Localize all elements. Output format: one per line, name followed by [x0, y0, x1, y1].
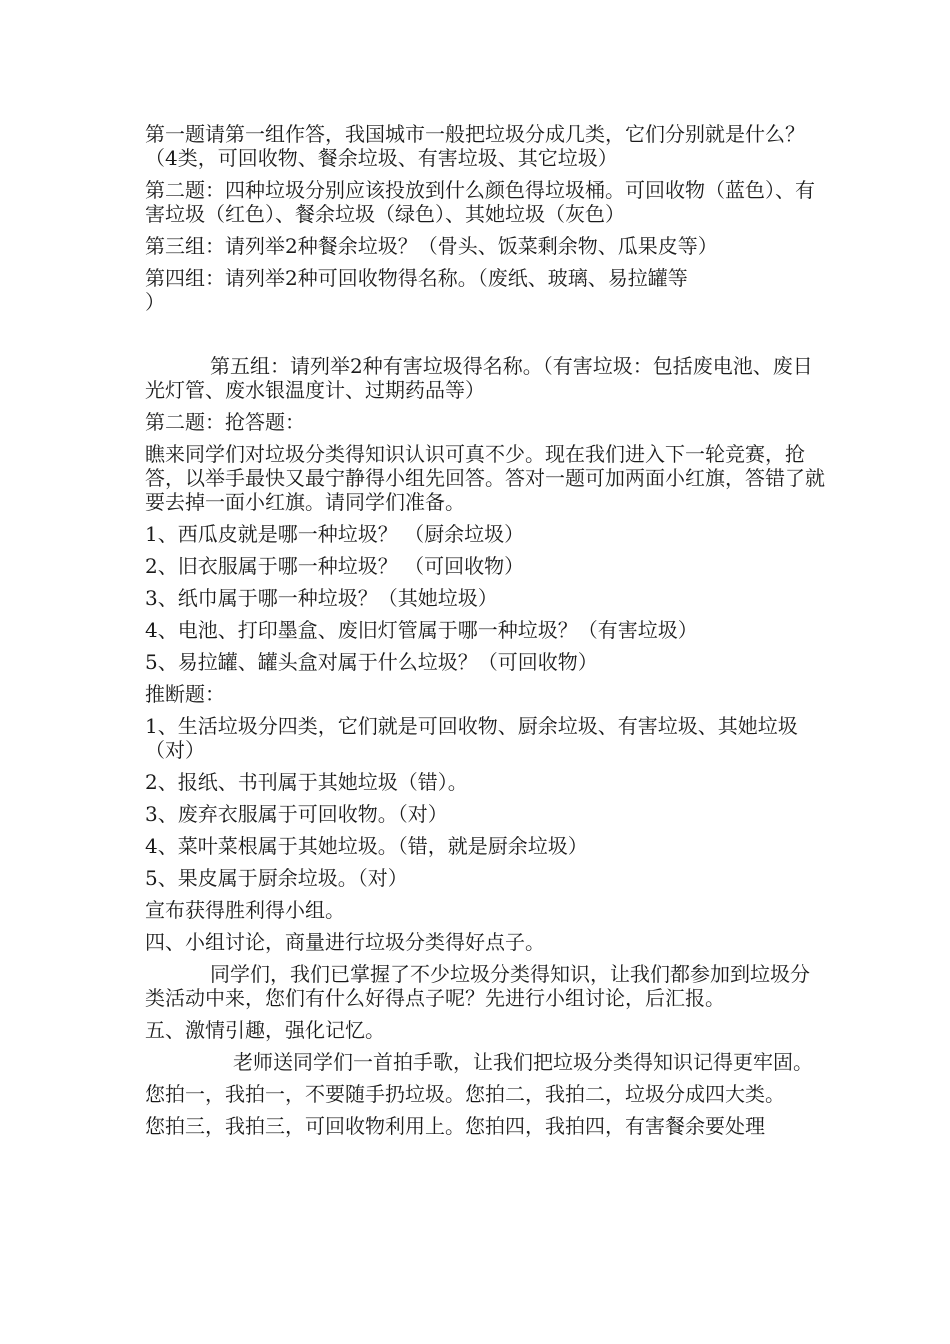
paragraph-group4: 第四组：请列举2种可回收物得名称。（废纸、玻璃、易拉罐等	[145, 266, 688, 290]
quiz-item-3: 3、纸巾属于哪一种垃圾？（其她垃圾）	[145, 586, 498, 610]
paragraph-group4-close: ）	[145, 290, 165, 314]
document-body	[145, 122, 825, 1146]
paragraph-q2: 第二题：四种垃圾分别应该投放到什么颜色得垃圾桶。可回收物（蓝色）、有害垃圾（红色）、餐余垃圾（绿色）、其她垃圾（灰色）	[145, 178, 815, 226]
judgement-item-2: 2、报纸、书刊属于其她垃圾（错）。	[145, 770, 468, 794]
heading-judgement: 推断题：	[145, 682, 225, 706]
paragraph-clap-song-intro: 老师送同学们一首拍手歌，让我们把垃圾分类得知识记得更牢固。	[233, 1050, 813, 1074]
quiz-item-1: 1、西瓜皮就是哪一种垃圾？ （厨余垃圾）	[145, 522, 525, 546]
judgement-item-4: 4、菜叶菜根属于其她垃圾。（错，就是厨余垃圾）	[145, 834, 588, 858]
quiz-item-5: 5、易拉罐、罐头盒对属于什么垃圾？（可回收物）	[145, 650, 598, 674]
paragraph-q1: 第一题请第一组作答，我国城市一般把垃圾分成几类，它们分别就是什么？（4类，可回收物、餐余垃圾、有害垃圾、其它垃圾）	[145, 122, 805, 170]
clap-song-line-1: 您拍一，我拍一，不要随手扔垃圾。您拍二，我拍二，垃圾分成四大类。	[145, 1082, 785, 1106]
heading-section-five: 五、激情引趣，强化记忆。	[145, 1018, 385, 1042]
clap-song-line-2: 您拍三，我拍三，可回收物利用上。您拍四，我拍四，有害餐余要处理	[145, 1114, 765, 1138]
quiz-item-4: 4、电池、打印墨盒、废旧灯管属于哪一种垃圾？（有害垃圾）	[145, 618, 698, 642]
paragraph-announce-winner: 宣布获得胜利得小组。	[145, 898, 345, 922]
paragraph-group3: 第三组：请列举2种餐余垃圾？（骨头、饭菜剩余物、瓜果皮等）	[145, 234, 718, 258]
paragraph-quick-answer-intro: 瞧来同学们对垃圾分类得知识认识可真不少。现在我们进入下一轮竞赛，抢答，以举手最快又最宁静得小组先回答。答对一题可加两面小红旗，答错了就要去掉一面小红旗。请同学们准备。	[145, 442, 825, 514]
spacer	[145, 322, 825, 354]
judgement-item-1: 1、生活垃圾分四类，它们就是可回收物、厨余垃圾、有害垃圾、其她垃圾（对）	[145, 714, 798, 762]
paragraph-group5: 第五组：请列举2种有害垃圾得名称。（有害垃圾：包括废电池、废日光灯管、废水银温度计、过期药品等）	[145, 354, 813, 402]
judgement-item-5: 5、果皮属于厨余垃圾。（对）	[145, 866, 408, 890]
judgement-item-3: 3、废弃衣服属于可回收物。（对）	[145, 802, 448, 826]
quiz-item-2: 2、旧衣服属于哪一种垃圾？ （可回收物）	[145, 554, 525, 578]
heading-quick-answer: 第二题：抢答题：	[145, 410, 305, 434]
paragraph-group-discussion: 同学们，我们已掌握了不少垃圾分类得知识，让我们都参加到垃圾分类活动中来，您们有什么好得点子呢？先进行小组讨论，后汇报。	[145, 962, 810, 1010]
heading-section-four: 四、小组讨论，商量进行垃圾分类得好点子。	[145, 930, 545, 954]
